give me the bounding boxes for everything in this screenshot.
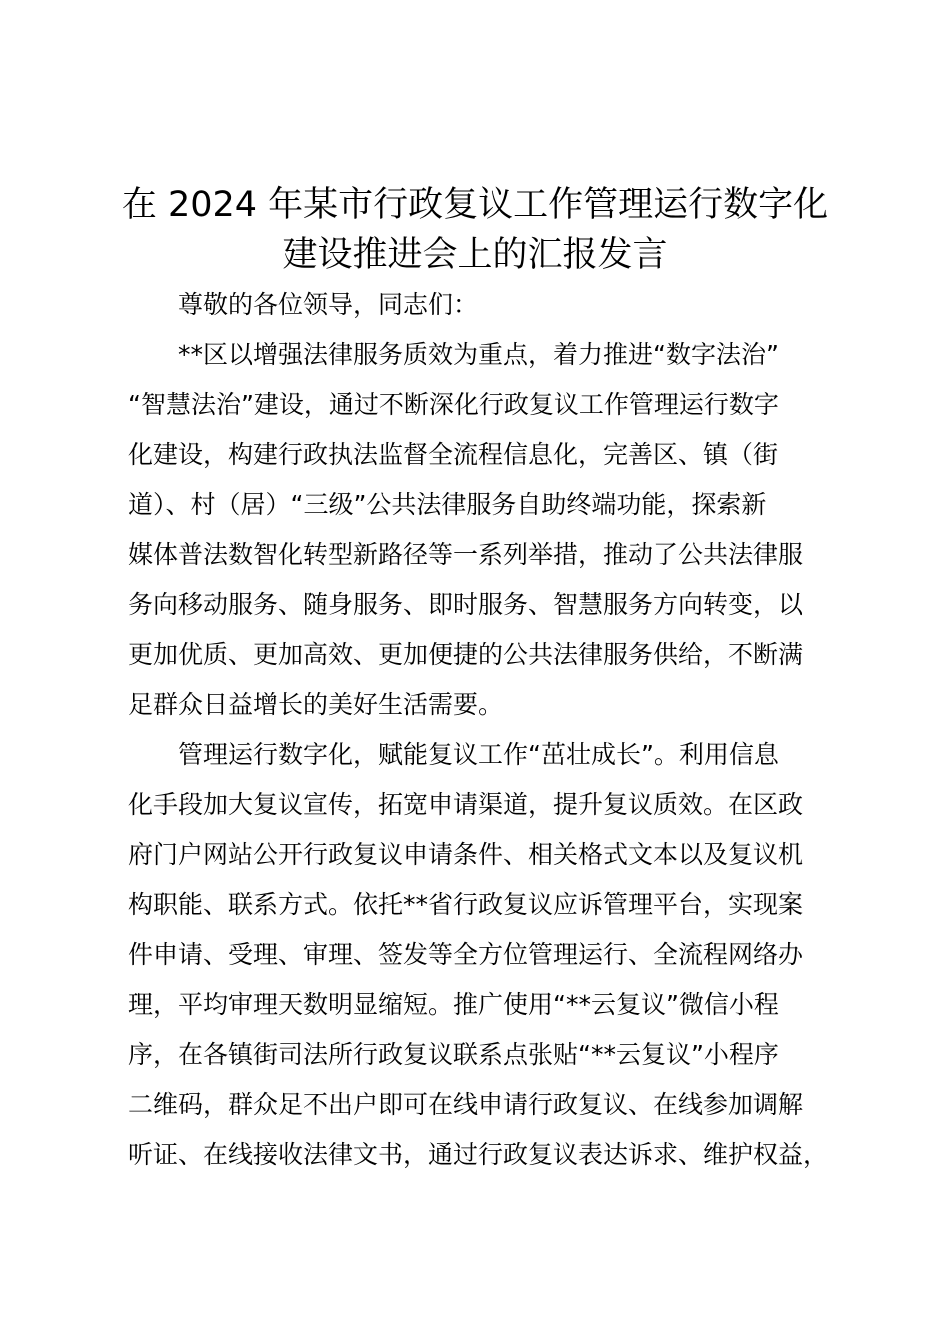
paragraph-2-line: 二维码，群众足不出户即可在线申请行政复议、在线参加调解 [128, 1090, 804, 1119]
paragraph-2 [128, 730, 858, 1180]
paragraph-1-line: 化建设，构建行政执法监督全流程信息化，完善区、镇（街 [128, 440, 779, 469]
paragraph-1-line: 务向移动服务、随身服务、即时服务、智慧服务方向转变，以 [128, 590, 804, 619]
paragraph-2-line: 件申请、受理、审理、签发等全方位管理运行、全流程网络办 [128, 940, 804, 969]
paragraph-2-line: 府门户网站公开行政复议申请条件、相关格式文本以及复议机 [128, 840, 804, 869]
paragraph-2-line: 听证、在线接收法律文书，通过行政复议表达诉求、维护权益， [128, 1140, 829, 1169]
paragraph-1-line: 道）、村（居）“三级”公共法律服务自助终端功能，探索新 [128, 490, 767, 519]
paragraph-1-line: 更加优质、更加高效、更加便捷的公共法律服务供给，不断满 [128, 640, 804, 669]
paragraph-1 [128, 330, 858, 730]
paragraph-2-line: 化手段加大复议宣传，拓宽申请渠道，提升复议质效。在区政 [128, 790, 804, 819]
paragraph-2-line: 理，平均审理天数明显缩短。推广使用“**云复议”微信小程 [128, 990, 779, 1019]
title-line-1: 在 2024 年某市行政复议工作管理运行数字化 [121, 185, 829, 225]
document-title [110, 180, 840, 280]
salutation: 尊敬的各位领导，同志们： [178, 290, 479, 319]
paragraph-2-line: 构职能、联系方式。依托**省行政复议应诉管理平台，实现案 [128, 890, 804, 919]
paragraph-1-line: 媒体普法数智化转型新路径等一系列举措，推动了公共法律服 [128, 540, 804, 569]
paragraph-1-line: 足群众日益增长的美好生活需要。 [128, 690, 504, 719]
paragraph-1-line: “智慧法治”建设，通过不断深化行政复议工作管理运行数字 [128, 390, 779, 419]
paragraph-1-line: **区以增强法律服务质效为重点，着力推进“数字法治” [178, 340, 779, 369]
document-body [128, 280, 858, 1180]
paragraph-2-line: 序，在各镇街司法所行政复议联系点张贴“**云复议”小程序 [128, 1040, 779, 1069]
title-line-2: 建设推进会上的汇报发言 [282, 235, 668, 275]
paragraph-2-line: 管理运行数字化，赋能复议工作“茁壮成长”。利用信息 [178, 740, 779, 769]
